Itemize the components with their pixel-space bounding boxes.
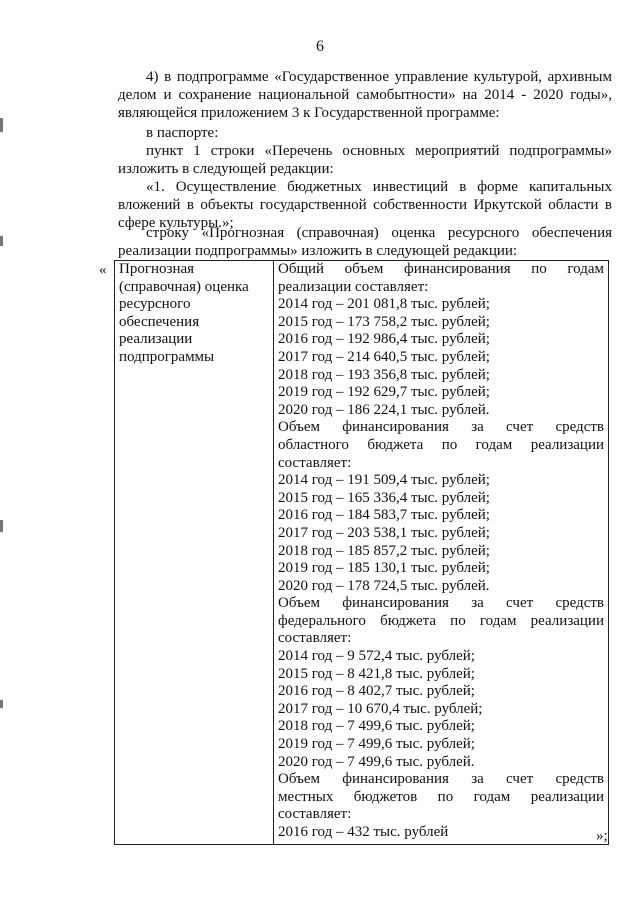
table-value-cell <box>274 261 609 845</box>
intro-line: являющейся приложением 3 к Государственной программе: <box>118 105 500 121</box>
label-line: (справочная) оценка <box>119 278 249 295</box>
intro-line: делом и сохранение национальной самобытности» на 2014 - 2020 годы», <box>118 87 612 103</box>
regional-year-line: 2020 год – 178 724,5 тыс. рублей. <box>278 577 490 594</box>
passport-line: в паспорте: <box>146 125 219 141</box>
federal-year-line: 2020 год – 7 499,6 тыс. рублей. <box>278 753 475 770</box>
closing-quote-mark: »; <box>596 828 608 844</box>
total-header-line: Общий объем финансирования по годам <box>278 261 604 277</box>
federal-year-line: 2018 год – 7 499,6 тыс. рублей; <box>278 718 475 735</box>
table-label-cell <box>115 261 274 845</box>
federal-year-line: 2019 год – 7 499,6 тыс. рублей; <box>278 736 475 753</box>
federal-header-line: федерального бюджета по годам реализации <box>278 612 604 629</box>
label-line: обеспечения <box>119 313 200 330</box>
point-line: пункт 1 строки «Перечень основных мероприятий подпрограммы» <box>146 143 612 159</box>
total-year-line: 2020 год – 186 224,1 тыс. рублей. <box>278 401 490 418</box>
intro-line: 4) в подпрограмме «Государственное управление культурой, архивным <box>146 69 612 85</box>
label-line: реализации <box>119 331 193 348</box>
local-year-line: 2016 год – 432 тыс. рублей <box>278 824 449 840</box>
label-line: ресурсного <box>119 296 191 313</box>
federal-header-line: составляет: <box>278 630 352 647</box>
total-year-line: 2017 год – 214 640,5 тыс. рублей; <box>278 348 490 365</box>
federal-year-line: 2017 год – 10 670,4 тыс. рублей; <box>278 700 483 717</box>
total-year-line: 2019 год – 192 629,7 тыс. рублей; <box>278 384 490 401</box>
table-row <box>115 261 609 845</box>
total-year-line: 2014 год – 201 081,8 тыс. рублей; <box>278 296 490 313</box>
regional-year-line: 2016 год – 184 583,7 тыс. рублей; <box>278 507 490 524</box>
page-number: 6 <box>316 38 324 55</box>
total-year-line: 2016 год – 192 986,4 тыс. рублей; <box>278 331 490 348</box>
regional-year-line: 2015 год – 165 336,4 тыс. рублей; <box>278 489 490 506</box>
row-instruction-line: строку «Прогнозная (справочная) оценка ресурсного обеспечения <box>146 225 612 241</box>
federal-year-line: 2016 год – 8 402,7 тыс. рублей; <box>278 683 475 700</box>
quoted-item-line: сфере культуры.»; <box>118 215 234 231</box>
row-instruction-line: реализации подпрограммы» изложить в следующей редакции: <box>118 243 518 259</box>
total-year-line: 2015 год – 173 758,2 тыс. рублей; <box>278 313 490 330</box>
quoted-item-line: вложений в объекты государственной собственности Иркутской области в <box>118 197 612 213</box>
local-header-line: составляет: <box>278 806 352 823</box>
total-header-line: реализации составляет: <box>278 278 429 295</box>
total-year-line: 2018 год – 193 356,8 тыс. рублей; <box>278 366 490 383</box>
regional-header-line: Объем финансирования за счет средств <box>278 419 604 436</box>
opening-quote-mark: « <box>99 262 107 278</box>
margin-scan-marks <box>0 0 4 905</box>
row-instruction-paragraph <box>118 224 612 260</box>
regional-year-line: 2018 год – 185 857,2 тыс. рублей; <box>278 542 490 559</box>
regional-header-line: составляет: <box>278 454 352 471</box>
federal-year-line: 2014 год – 9 572,4 тыс. рублей; <box>278 648 475 665</box>
regional-year-line: 2017 год – 203 538,1 тыс. рублей; <box>278 524 490 541</box>
local-header-line: местных бюджетов по годам реализации <box>278 788 604 805</box>
point-line: изложить в следующей редакции: <box>118 161 334 177</box>
label-line: Прогнозная <box>119 261 195 277</box>
point-paragraph <box>118 142 612 178</box>
quoted-item-line: «1. Осуществление бюджетных инвестиций в форме капитальных <box>146 179 612 195</box>
federal-header-line: Объем финансирования за счет средств <box>278 595 604 612</box>
label-line: подпрограммы <box>119 348 215 365</box>
federal-year-line: 2015 год – 8 421,8 тыс. рублей; <box>278 665 475 682</box>
resource-table <box>114 260 609 845</box>
local-header-line: Объем финансирования за счет средств <box>278 771 604 788</box>
regional-year-line: 2019 год – 185 130,1 тыс. рублей; <box>278 560 490 577</box>
regional-header-line: областного бюджета по годам реализации <box>278 436 604 453</box>
intro-paragraph <box>118 68 612 122</box>
regional-year-line: 2014 год – 191 509,4 тыс. рублей; <box>278 472 490 489</box>
